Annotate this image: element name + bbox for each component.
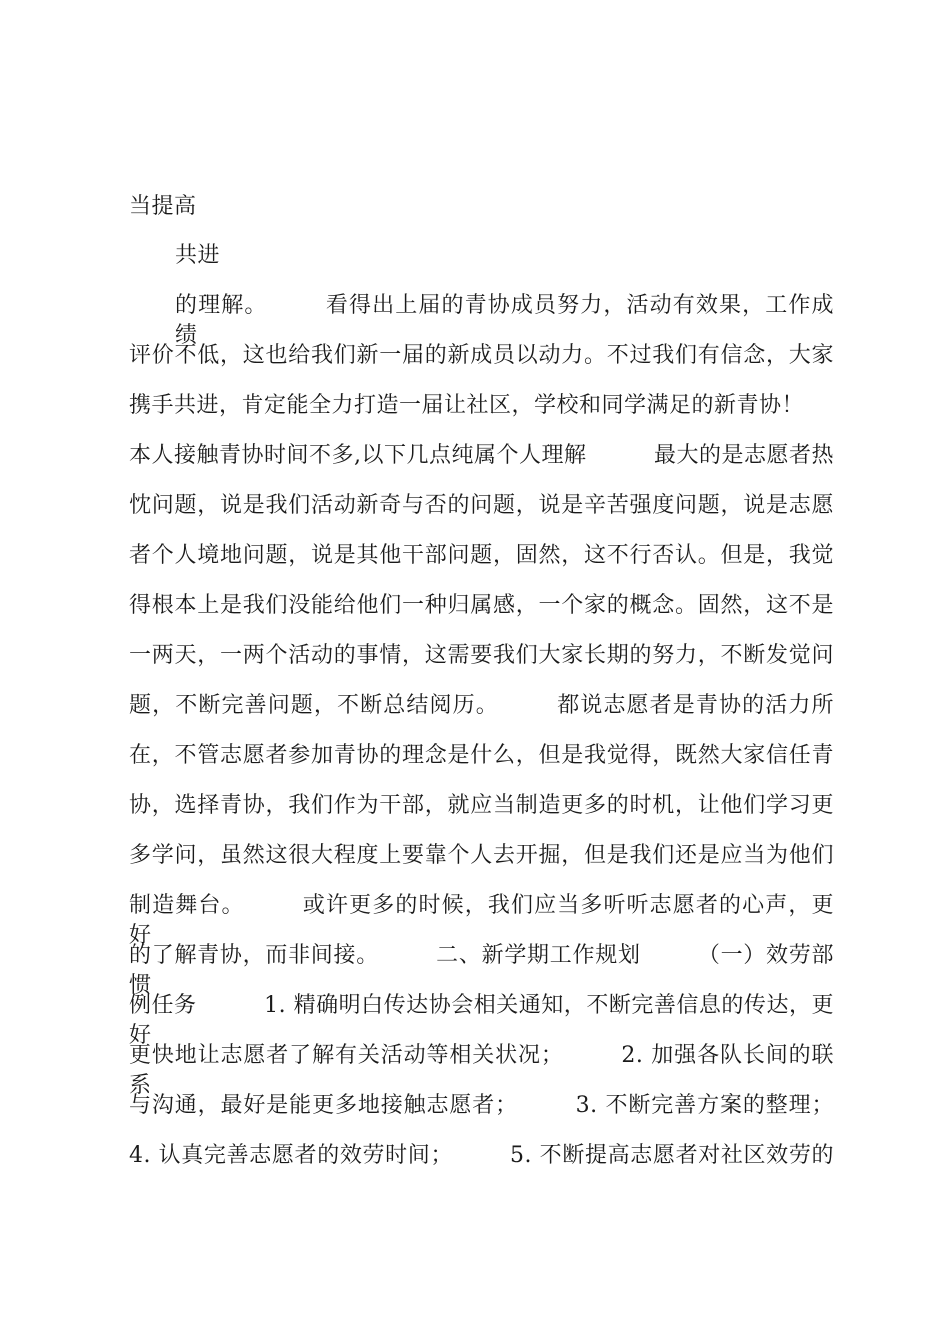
text-line-9: 得根本上是我们没能给他们一种归属感，一个家的概念。固然，这不是 — [129, 593, 834, 618]
text-line-5: 携手共进，肯定能全力打造一届让社区，学校和同学满足的新青协！ — [129, 393, 805, 418]
text-line-11: 题，不断完善问题，不断总结阅历。 都说志愿者是青协的活力所 — [129, 693, 834, 718]
text-line-3: 的理解。 看得出上届的青协成员努力，活动有效果，工作成绩 — [175, 293, 834, 348]
text-line-15: 制造舞台。 或许更多的时候，我们应当多听听志愿者的心声，更好 — [129, 893, 834, 948]
text-line-1: 当提高 — [129, 194, 197, 219]
text-line-7: 忱问题，说是我们活动新奇与否的问题，说是辛苦强度问题，说是志愿 — [129, 493, 834, 518]
text-line-13: 协，选择青协，我们作为干部，就应当制造更多的时机，让他们学习更 — [129, 793, 834, 818]
text-line-18: 更快地让志愿者了解有关活动等相关状况； 2. 加强各队长间的联系 — [129, 1043, 834, 1098]
text-line-2: 共进 — [175, 243, 221, 268]
text-line-17: 例任务 1. 精确明白传达协会相关通知，不断完善信息的传达，更好 — [129, 993, 834, 1048]
text-line-14: 多学问，虽然这很大程度上要靠个人去开掘，但是我们还是应当为他们 — [129, 843, 834, 868]
text-line-8: 者个人境地问题，说是其他干部问题，固然，这不行否认。但是，我觉 — [129, 543, 834, 568]
text-line-10: 一两天，一两个活动的事情，这需要我们大家长期的努力，不断发觉问 — [129, 643, 834, 668]
text-line-4: 评价不低，这也给我们新一届的新成员以动力。不过我们有信念，大家 — [129, 343, 834, 368]
text-line-6: 本人接触青协时间不多,以下几点纯属个人理解 最大的是志愿者热 — [129, 443, 834, 468]
text-line-20: 4. 认真完善志愿者的效劳时间； 5. 不断提高志愿者对社区效劳的 — [129, 1143, 834, 1168]
text-line-16: 的了解青协，而非间接。 二、新学期工作规划 （一）效劳部惯 — [129, 943, 834, 998]
text-line-12: 在，不管志愿者参加青协的理念是什么，但是我觉得，既然大家信任青 — [129, 743, 834, 768]
text-line-19: 与沟通，最好是能更多地接触志愿者； 3. 不断完善方案的整理； — [129, 1093, 834, 1118]
